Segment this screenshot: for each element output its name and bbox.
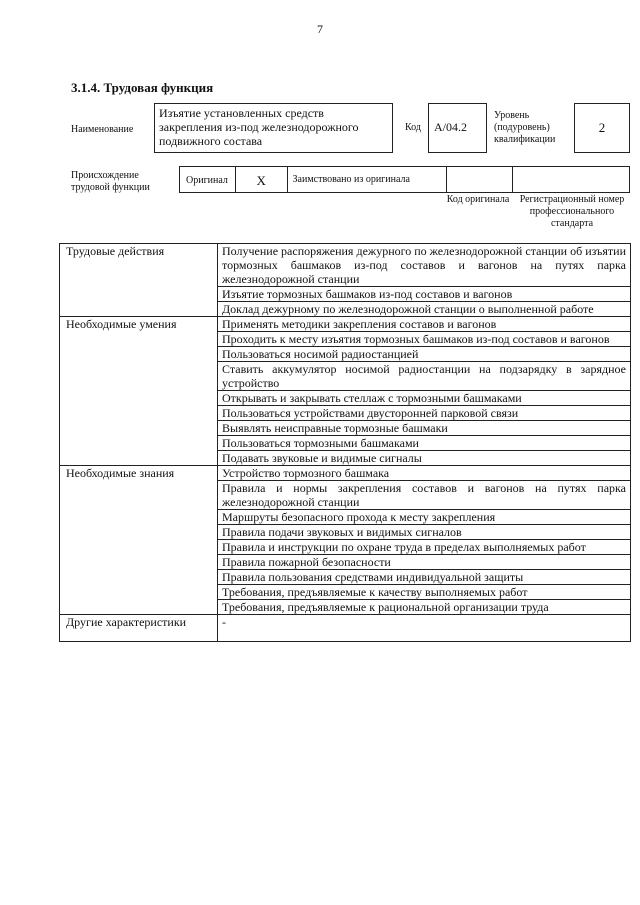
skills-item: Пользоваться устройствами двусторонней парковой связи [218, 406, 631, 421]
knowledge-item: Правила и нормы закрепления составов и вагонов на путях парка железнодорожной станции [218, 481, 631, 510]
skills-item: Открывать и закрывать стеллаж с тормозными башмаками [218, 391, 631, 406]
function-code-value: А/04.2 [428, 103, 487, 153]
origin-label: Происхождение трудовой функции [71, 170, 150, 193]
table-row [60, 317, 631, 332]
knowledge-item: Правила подачи звуковых и видимых сигналов [218, 525, 631, 540]
code-label: Код [405, 122, 421, 133]
origin-original-label: Оригинал [180, 167, 236, 192]
knowledge-category: Необходимые знания [60, 466, 218, 615]
skills-item: Применять методики закрепления составов и вагонов [218, 317, 631, 332]
other-characteristics-category: Другие характеристики [60, 615, 218, 642]
origin-reg-number-cell [513, 167, 629, 192]
knowledge-item: Правила и инструкции по охране труда в пределах выполняемых работ [218, 540, 631, 555]
qualification-level-label: Уровень (подуровень) квалификации [494, 110, 556, 145]
page-number: 7 [317, 22, 323, 36]
origin-borrowed-label: Заимствовано из оригинала [288, 167, 447, 192]
knowledge-item: Правила пожарной безопасности [218, 555, 631, 570]
origin-code-cell [447, 167, 513, 192]
skills-item: Пользоваться тормозными башмаками [218, 436, 631, 451]
skills-item: Выявлять неисправные тормозные башмаки [218, 421, 631, 436]
labor-function-table [59, 243, 631, 642]
knowledge-item: Правила пользования средствами индивидуальной защиты [218, 570, 631, 585]
origin-original-mark: X [236, 167, 288, 192]
skills-item: Пользоваться носимой радиостанцией [218, 347, 631, 362]
labor-actions-item: Получение распоряжения дежурного по железнодорожной станции об изъятии тормозных башмаков из-под составов и вагонов на путях парка железнодорожной станции [218, 244, 631, 287]
table-row [60, 615, 631, 642]
section-title: 3.1.4. Трудовая функция [71, 80, 214, 95]
function-name-value: Изъятие установленных средств закрепления из-под железнодорожного подвижного состава [154, 103, 393, 153]
labor-actions-category: Трудовые действия [60, 244, 218, 317]
skills-item: Проходить к месту изъятия тормозных башмаков из-под составов и вагонов [218, 332, 631, 347]
table-row [60, 466, 631, 481]
knowledge-item: Требования, предъявляемые к рациональной организации труда [218, 600, 631, 615]
knowledge-item: Требования, предъявляемые к качеству выполняемых работ [218, 585, 631, 600]
table-row [60, 244, 631, 287]
skills-category: Необходимые умения [60, 317, 218, 466]
origin-row [179, 166, 630, 193]
other-characteristics-value: - [218, 615, 631, 642]
knowledge-item: Устройство тормозного башмака [218, 466, 631, 481]
labor-actions-item: Доклад дежурному по железнодорожной станции о выполненной работе [218, 302, 631, 317]
knowledge-item: Маршруты безопасного прохода к месту закрепления [218, 510, 631, 525]
name-label: Наименование [71, 124, 134, 135]
registration-number-caption: Регистрационный номер профессионального стандарта [519, 194, 625, 229]
labor-actions-item: Изъятие тормозных башмаков из-под составов и вагонов [218, 287, 631, 302]
skills-item: Ставить аккумулятор носимой радиостанции на подзарядку в зарядное устройство [218, 362, 631, 391]
origin-code-caption: Код оригинала [446, 194, 510, 205]
qualification-level-value: 2 [574, 103, 630, 153]
skills-item: Подавать звуковые и видимые сигналы [218, 451, 631, 466]
